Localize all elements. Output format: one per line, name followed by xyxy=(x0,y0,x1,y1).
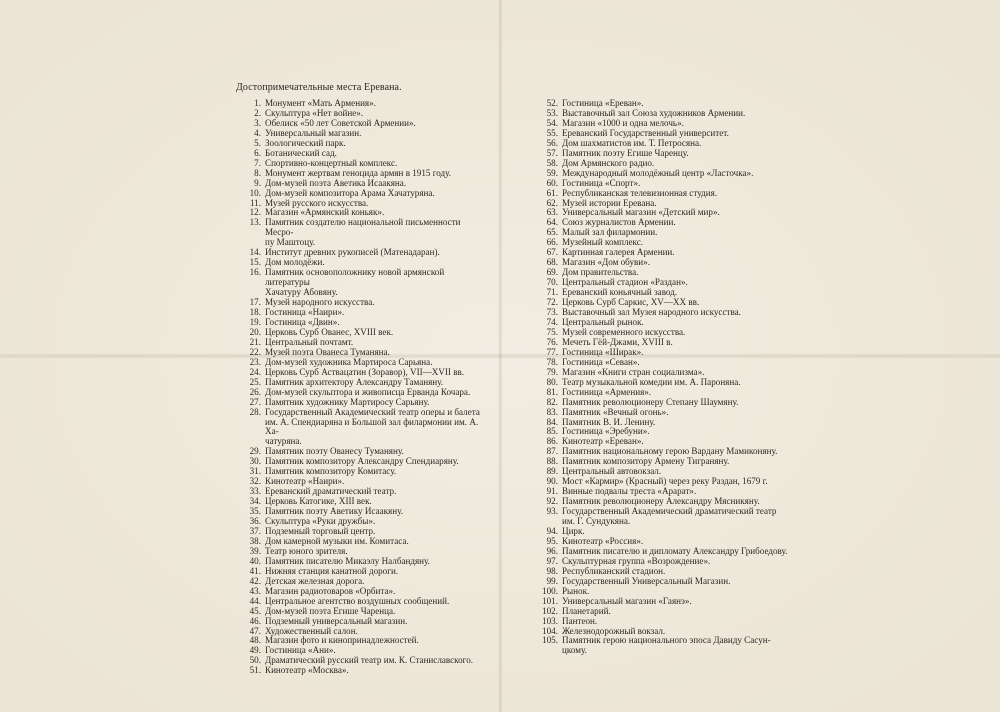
list-item-number: 99. xyxy=(546,575,558,586)
list-item-text: Пантеон. xyxy=(562,615,598,626)
list-item-number: 81. xyxy=(546,386,558,397)
list-item-number: 36. xyxy=(249,516,261,527)
list-item-text: Музей русского искусства. xyxy=(265,197,369,208)
list-item-text: Музей современного искусства. xyxy=(562,326,686,337)
list-item-text: Республиканская телевизионная студия. xyxy=(562,187,718,198)
list-item-number: 73. xyxy=(546,307,558,318)
list-item-number: 71. xyxy=(546,287,558,298)
list-item-number: 91. xyxy=(546,486,558,497)
list-item-text: Магазин «1000 и одна мелочь». xyxy=(562,117,684,128)
list-item-text: Центральный автовокзал. xyxy=(562,466,662,477)
list-item-number: 42. xyxy=(249,575,261,586)
list-item-number: 105. xyxy=(542,635,558,646)
list-item-number: 80. xyxy=(546,376,558,387)
list-item-number: 2. xyxy=(254,107,261,118)
list-item-number: 67. xyxy=(546,247,558,258)
list-item-number: 76. xyxy=(546,336,558,347)
list-item-text: Спортивно-концертный комплекс. xyxy=(265,157,398,168)
list-item-number: 8. xyxy=(254,167,261,178)
list-item-number: 47. xyxy=(249,625,261,636)
list-item-number: 28. xyxy=(249,406,261,417)
list-item-text: Памятник поэту Егише Чаренцу. xyxy=(562,147,689,158)
list-item-text: Гостиница «Севан». xyxy=(562,356,640,367)
list-item-text: Винные подвалы треста «Арарат». xyxy=(562,486,697,497)
list-item-text: Подземный универсальный магазин. xyxy=(265,615,408,626)
list-item xyxy=(236,218,491,248)
list-item-text: Универсальный магазин «Гаянэ». xyxy=(562,595,692,606)
list-item-text: Скульптура «Нет войне». xyxy=(265,107,364,118)
list-item-number: 20. xyxy=(249,326,261,337)
list-item-number: 65. xyxy=(546,227,558,238)
list-item-text: Железнодорожный вокзал. xyxy=(562,625,666,636)
list-item-text: Гостиница «Спорт». xyxy=(562,177,641,188)
list-item-number: 34. xyxy=(249,496,261,507)
list-item-text: Выставочный зал Союза художников Армении. xyxy=(562,107,746,118)
list-item-number: 78. xyxy=(546,356,558,367)
list-item-text: Мост «Кармир» (Красный) через реку Раздан, 1679 г. xyxy=(562,476,768,487)
list-item-text: Церковь Сурб Саркис, XV—XX вв. xyxy=(562,297,700,308)
list-item-text: Дом камерной музыки им. Комитаса. xyxy=(265,535,409,546)
list-item-text: Гостиница «Эребуни». xyxy=(562,426,650,437)
list-item-number: 35. xyxy=(249,506,261,517)
list-item-text: Скульптурная группа «Возрождение». xyxy=(562,555,711,566)
list-item-text: Подземный торговый центр. xyxy=(265,525,376,536)
list-item-text: Музей народного искусства. xyxy=(265,297,375,308)
list-item-number: 25. xyxy=(249,376,261,387)
list-column-right xyxy=(532,99,792,656)
list-item-text: Рынок. xyxy=(562,585,590,596)
list-item-text: Музей истории Еревана. xyxy=(562,197,657,208)
list-item-text: Памятник «Вечный огонь». xyxy=(562,406,669,417)
list-item-text: Дом шахматистов им. Т. Петросяна. xyxy=(562,137,702,148)
list-item-text: Центральный стадион «Раздан». xyxy=(562,277,688,288)
list-item-text: Кинотеатр «Ереван». xyxy=(562,436,644,447)
list-item-number: 58. xyxy=(546,157,558,168)
list-item-number: 95. xyxy=(546,535,558,546)
list-item-text: Ботанический сад. xyxy=(265,147,337,158)
list-item-text: Драматический русский театр им. К. Станиславского. xyxy=(265,655,474,666)
list-item-text: Скульптура «Руки дружбы». xyxy=(265,516,376,527)
list-item-text: Кинотеатр «Россия». xyxy=(562,535,644,546)
list-item-text: Дом-музей поэта Егише Чаренца. xyxy=(265,605,396,616)
list-item xyxy=(236,268,491,298)
list-item-number: 90. xyxy=(546,476,558,487)
list-item-number: 83. xyxy=(546,406,558,417)
list-item-number: 5. xyxy=(254,137,261,148)
list-item-text: Магазин «Дом обуви». xyxy=(562,257,650,268)
list-item-number: 33. xyxy=(249,486,261,497)
list-item-text: Гостиница «Армения». xyxy=(562,386,652,397)
list-item-text: Памятник композитору Александру Спендиаряну. xyxy=(265,456,459,467)
list-item-text: Памятник писателю и дипломату Александру Грибоедову. xyxy=(562,545,788,556)
list-item-text: Международный молодёжный центр «Ласточка». xyxy=(562,167,754,178)
list-item-text: Магазин радиотоваров «Орбита». xyxy=(265,585,396,596)
list-item-number: 43. xyxy=(249,585,261,596)
list-item-number: 16. xyxy=(249,267,261,278)
list-item xyxy=(532,507,792,527)
list-item-number: 97. xyxy=(546,555,558,566)
list-item-number: 93. xyxy=(546,506,558,517)
list-item-number: 101. xyxy=(542,595,558,606)
list-item-number: 4. xyxy=(254,127,261,138)
list-item-number: 27. xyxy=(249,396,261,407)
list-item-number: 19. xyxy=(249,316,261,327)
list-item-text: Художественный салон. xyxy=(265,625,358,636)
list-item-text: Ереванский драматический театр. xyxy=(265,486,397,497)
list-item-number: 22. xyxy=(249,346,261,357)
list-item-text: Памятник революционеру Степану Шаумяну. xyxy=(562,396,739,407)
list-item-number: 21. xyxy=(249,336,261,347)
list-item-text: Ереванский коньячный завод. xyxy=(562,287,678,298)
list-item-number: 72. xyxy=(546,297,558,308)
list-item-number: 92. xyxy=(546,496,558,507)
list-item-text: Памятник В. И. Ленину. xyxy=(562,416,656,427)
list-item-number: 96. xyxy=(546,545,558,556)
list-item-number: 87. xyxy=(546,446,558,457)
list-item-text: Памятник национальному герою Вардану Мамиконяну. xyxy=(562,446,778,457)
list-item-text: Дом-музей композитора Арама Хачатуряна. xyxy=(265,187,435,198)
list-item-text: Памятник архитектору Александру Таманяну. xyxy=(265,376,444,387)
list-item-number: 64. xyxy=(546,217,558,228)
list-item-text: Театр музыкальной комедии им. А. Пароняна. xyxy=(562,376,741,387)
list-item-text: Обелиск «50 лет Советской Армении». xyxy=(265,117,416,128)
list-item-text: Детская железная дорога. xyxy=(265,575,365,586)
list-item-number: 53. xyxy=(546,107,558,118)
list-item-number: 84. xyxy=(546,416,558,427)
list-item-number: 52. xyxy=(546,98,558,108)
list-item-text: Картинная галерея Армении. xyxy=(562,247,675,258)
list-item-text: Универсальный магазин «Детский мир». xyxy=(562,207,720,218)
list-item-number: 56. xyxy=(546,137,558,148)
list-item-number: 7. xyxy=(254,157,261,168)
list-item-number: 26. xyxy=(249,386,261,397)
list-item-number: 59. xyxy=(546,167,558,178)
list-item-text: Государственный Академический драматический театр им. Г. Сундукяна. xyxy=(562,506,777,527)
list-item-text: Республиканский стадион. xyxy=(562,565,666,576)
list-item-text: Дом Армянского радио. xyxy=(562,157,655,168)
list-item-number: 63. xyxy=(546,207,558,218)
list-item-number: 61. xyxy=(546,187,558,198)
list-item-text: Центральное агентство воздушных сообщений. xyxy=(265,595,450,606)
list-item-number: 88. xyxy=(546,456,558,467)
list-item-text: Магазин «Книги стран социализма». xyxy=(562,366,705,377)
list-item-text: Памятник поэту Аветику Исаакяну. xyxy=(265,506,403,517)
list-item-number: 15. xyxy=(249,257,261,268)
list-item xyxy=(236,408,491,448)
list-item-text: Церковь Катогике, XIII век. xyxy=(265,496,372,507)
document-title: Достопримечательные места Еревана. xyxy=(236,82,402,93)
list-item-text: Государственный Универсальный Магазин. xyxy=(562,575,731,586)
list-item-number: 23. xyxy=(249,356,261,367)
list-item-number: 98. xyxy=(546,565,558,576)
list-item xyxy=(532,408,792,418)
list-item-text: Кинотеатр «Наири». xyxy=(265,476,345,487)
list-item-text: Малый зал филармонии. xyxy=(562,227,658,238)
list-item-number: 51. xyxy=(249,665,261,676)
list-item-text: Дом молодёжи. xyxy=(265,257,325,268)
list-item-text: Магазин «Армянский коньяк». xyxy=(265,207,385,218)
list-item-number: 85. xyxy=(546,426,558,437)
list-item-text: Гостиница «Ани». xyxy=(265,645,336,656)
list-item-number: 49. xyxy=(249,645,261,656)
list-item-text: Памятник герою национального эпоса Давиду Сасун- цкому. xyxy=(562,635,771,656)
list-item-text: Ереванский Государственный университет. xyxy=(562,127,729,138)
list-item-number: 30. xyxy=(249,456,261,467)
list-item xyxy=(236,666,491,676)
list-item-text: Магазин фото и кинопринадлежностей. xyxy=(265,635,419,646)
list-item-number: 77. xyxy=(546,346,558,357)
list-item-number: 46. xyxy=(249,615,261,626)
list-item-text: Выставочный зал Музея народного искусства. xyxy=(562,307,741,318)
list-item-text: Памятник основоположнику новой армянской литературы Хачатуру Абовяну. xyxy=(265,267,445,298)
list-item-number: 38. xyxy=(249,535,261,546)
list-item-text: Монумент «Мать Армения». xyxy=(265,98,376,108)
list-item-number: 37. xyxy=(249,525,261,536)
list-item-text: Памятник создателю национальной письменности Месро- пу Маштоцу. xyxy=(265,217,461,248)
list-item-number: 40. xyxy=(249,555,261,566)
list-item-number: 69. xyxy=(546,267,558,278)
list-item-number: 48. xyxy=(249,635,261,646)
list-item-text: Дом правительства. xyxy=(562,267,639,278)
list-item-number: 41. xyxy=(249,565,261,576)
list-item-number: 68. xyxy=(546,257,558,268)
list-item-text: Гостиница «Наири». xyxy=(265,307,345,318)
list-item-number: 13. xyxy=(249,217,261,228)
list-item-text: Музей поэта Ованеса Туманяна. xyxy=(265,346,390,357)
list-item-text: Гостиница «Двин». xyxy=(265,316,340,327)
list-item-number: 50. xyxy=(249,655,261,666)
list-item-text: Церковь Сурб Аствацатин (Зоравор), VII—XVII вв. xyxy=(265,366,465,377)
list-item-number: 70. xyxy=(546,277,558,288)
list-item-text: Нижняя станция канатной дороги. xyxy=(265,565,399,576)
list-item-text: Музейный комплекс. xyxy=(562,237,644,248)
list-item-number: 55. xyxy=(546,127,558,138)
list-item-text: Памятник революционеру Александру Мясникяну. xyxy=(562,496,760,507)
list-item-text: Центральный почтамт. xyxy=(265,336,354,347)
list-item-text: Мечеть Гёй-Джами, XVIII в. xyxy=(562,336,673,347)
list-item-text: Цирк. xyxy=(562,525,585,536)
list-column-left xyxy=(236,99,491,676)
list-item-number: 1. xyxy=(254,98,261,108)
list-item-text: Памятник композитору Армену Тиграняну. xyxy=(562,456,730,467)
list-item-number: 57. xyxy=(546,147,558,158)
list-item-number: 75. xyxy=(546,326,558,337)
list-item-number: 103. xyxy=(542,615,558,626)
list-item-number: 44. xyxy=(249,595,261,606)
list-item-text: Памятник композитору Комитасу. xyxy=(265,466,397,477)
list-item-text: Институт древних рукописей (Матенадаран). xyxy=(265,247,440,258)
list-item-number: 29. xyxy=(249,446,261,457)
list-item-number: 74. xyxy=(546,316,558,327)
list-item-number: 24. xyxy=(249,366,261,377)
list-item-text: Государственный Академический театр оперы и балета им. А. Спендиарянa и Большой зал филармонии им. А. Ха- чатуряна. xyxy=(265,406,480,447)
list-item-number: 82. xyxy=(546,396,558,407)
list-item-text: Памятник писателю Микаэлу Налбандяну. xyxy=(265,555,430,566)
list-item-number: 104. xyxy=(542,625,558,636)
list-item-text: Планетарий. xyxy=(562,605,611,616)
list-item-number: 79. xyxy=(546,366,558,377)
list-item-number: 9. xyxy=(254,177,261,188)
list-item-number: 89. xyxy=(546,466,558,477)
list-item-number: 17. xyxy=(249,297,261,308)
list-item-number: 14. xyxy=(249,247,261,258)
list-item-text: Кинотеатр «Москва». xyxy=(265,665,349,676)
list-item-number: 94. xyxy=(546,525,558,536)
list-item-text: Дом-музей поэта Аветика Исаакяна. xyxy=(265,177,407,188)
list-item-text: Гостиница «Ереван». xyxy=(562,98,644,108)
list-item xyxy=(532,636,792,656)
list-item-text: Универсальный магазин. xyxy=(265,127,362,138)
list-item-number: 86. xyxy=(546,436,558,447)
list-item-number: 102. xyxy=(542,605,558,616)
list-item-text: Дом-музей художника Мартироса Сарьяна. xyxy=(265,356,433,367)
list-item-text: Зоологический парк. xyxy=(265,137,346,148)
list-item-text: Центральный рынок. xyxy=(562,316,644,327)
list-item-number: 10. xyxy=(249,187,261,198)
list-item-text: Дом-музей скульптора и живописца Ервандa Кочара. xyxy=(265,386,471,397)
list-item-number: 31. xyxy=(249,466,261,477)
list-item-number: 62. xyxy=(546,197,558,208)
list-item-number: 6. xyxy=(254,147,261,158)
list-item-number: 11. xyxy=(249,197,261,208)
list-item-number: 100. xyxy=(542,585,558,596)
list-item-number: 66. xyxy=(546,237,558,248)
list-item-number: 60. xyxy=(546,177,558,188)
list-item-text: Театр юного зрителя. xyxy=(265,545,348,556)
list-item-number: 54. xyxy=(546,117,558,128)
list-item-number: 12. xyxy=(249,207,261,218)
list-item-number: 45. xyxy=(249,605,261,616)
list-item-text: Монумент жертвам геноцида армян в 1915 году. xyxy=(265,167,452,178)
list-item-text: Памятник художнику Мартиросу Сарьяну. xyxy=(265,396,430,407)
list-item-number: 39. xyxy=(249,545,261,556)
list-item-text: Гостиница «Ширак». xyxy=(562,346,644,357)
list-item-number: 32. xyxy=(249,476,261,487)
list-item-text: Памятник поэту Ованесу Туманяну. xyxy=(265,446,404,457)
list-item-text: Церковь Сурб Ованес, XVIII век. xyxy=(265,326,394,337)
list-item-number: 3. xyxy=(254,117,261,128)
list-item-text: Союз журналистов Армении. xyxy=(562,217,676,228)
list-item-number: 18. xyxy=(249,307,261,318)
